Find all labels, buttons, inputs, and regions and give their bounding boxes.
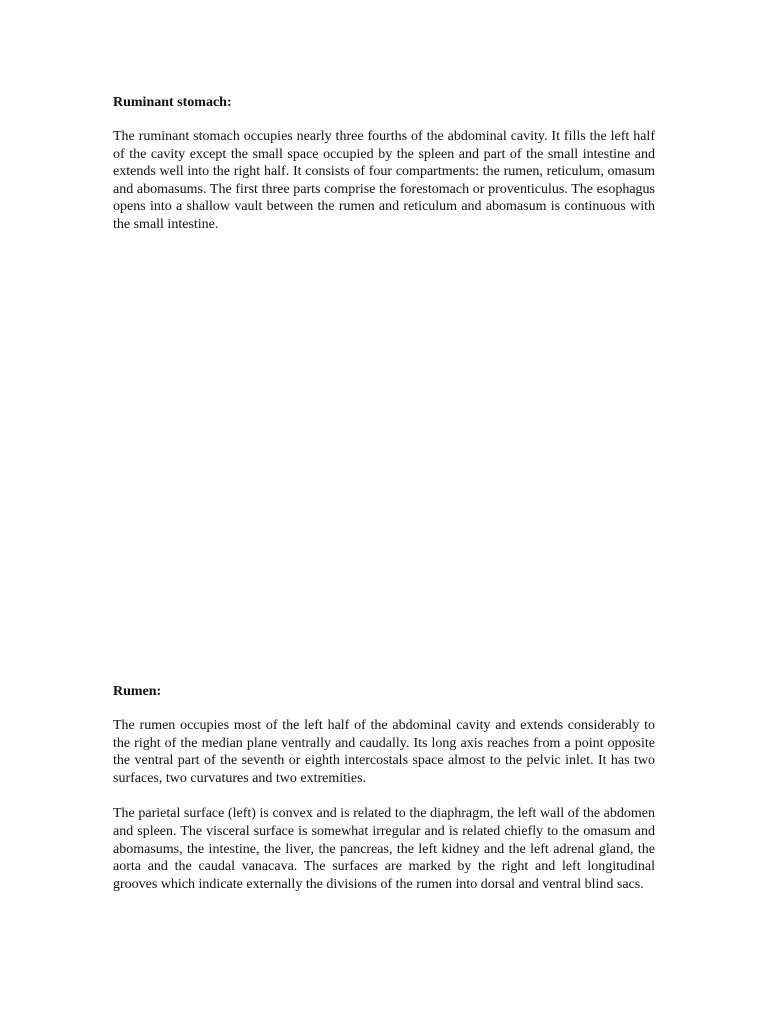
- paragraph: The parietal surface (left) is convex and is related to the diaphragm, the left wall of the abdomen and spleen. The visceral surface is somewhat irregular and is related chiefly to the omasum and abomasums, the intestine, the liver, the pancreas, the left kidney and the left adrenal gland, the aorta and the caudal vanacava. The surfaces are marked by the right and left longitudinal grooves which indicate externally the divisions of the rumen into dorsal and ventral blind sacs.: [113, 806, 655, 892]
- section-heading: Rumen:: [113, 684, 162, 699]
- paragraph: The rumen occupies most of the left half of the abdominal cavity and extends considerably to the right of the median plane ventrally and caudally. Its long axis reaches from a point opposite the ventral part of the seventh or eighth intercostals space almost to the pelvic inlet. It has two surfaces, two curvatures and two extremities.: [113, 718, 655, 786]
- section-ruminant-stomach: [113, 94, 655, 252]
- paragraph: The ruminant stomach occupies nearly three fourths of the abdominal cavity. It fills the left half of the cavity except the small space occupied by the spleen and part of the small intestine and extends well into the right half. It consists of four compartments: the rumen, reticulum, omasum and abomasums. The first three parts comprise the forestomach or proventiculus. The esophagus opens into a shallow vault between the rumen and reticulum and abomasum is continuous with the small intestine.: [113, 129, 655, 232]
- section-heading: Ruminant stomach:: [113, 95, 232, 110]
- section-rumen: [113, 683, 655, 911]
